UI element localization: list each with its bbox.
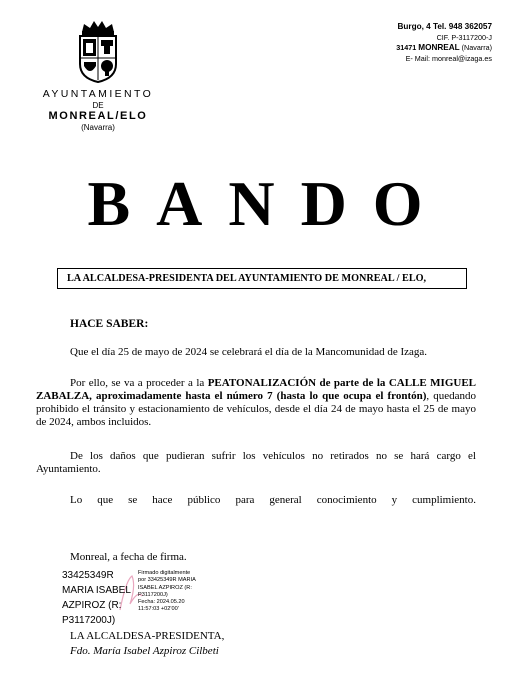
signer-role: LA ALCALDESA-PRESIDENTA, <box>70 630 225 642</box>
contact-town-line <box>396 43 492 54</box>
org-name-line2: MONREAL/ELO <box>48 110 148 122</box>
paragraph-3: De los daños que pudieran sufrir los vehículos no retirados no se hará cargo el Ayuntamiento. <box>36 450 476 475</box>
org-region: (Navarra) <box>81 123 115 132</box>
document-title: BANDO <box>87 168 449 239</box>
digital-signature-details <box>138 570 238 614</box>
signature-id-line: 33425349R <box>62 570 114 581</box>
signature-id-line: P3117200J) <box>62 615 116 626</box>
org-name-line1: AYUNTAMIENTO <box>42 88 154 100</box>
signature-detail-line: Fecha: 2024.05.20 <box>138 599 185 606</box>
contact-address: Burgo, 4 Tel. 948 362057 <box>397 22 492 31</box>
contact-postcode: 31471 <box>396 43 417 53</box>
paragraph-2 <box>36 377 476 429</box>
paragraph-1: Que el día 25 de mayo de 2024 se celebrará el día de la Mancomunidad de Izaga. <box>70 346 428 358</box>
contact-cif: CIF. P-3117200-J <box>436 32 492 42</box>
signature-id-line: MARIA ISABEL <box>62 585 131 596</box>
paragraph-2-tail: , quedando prohibido el tránsito y estacionamiento de vehículos, desde el día 24 de mayo hasta el 25 de mayo de 2024, ambos incluidos. <box>36 390 476 428</box>
paragraph-4: Lo que se hace público para general conocimiento y cumplimiento. <box>70 494 476 506</box>
signature-detail-line: 11:57:03 +02'00' <box>138 606 179 613</box>
paragraph-2-bold: PEATONALIZACIÓN de parte de la CALLE MIGUEL ZABALZA, aproximadamente hasta el número 7 (hasta lo que ocupa el frontón) <box>36 377 476 402</box>
contact-town: MONREAL <box>418 43 460 53</box>
contact-block <box>396 22 492 64</box>
hace-saber: HACE SABER: <box>70 318 149 330</box>
signature-detail-line: P3117200J) <box>138 591 168 598</box>
boxed-heading: LA ALCALDESA-PRESIDENTA DEL AYUNTAMIENTO DE MONREAL / ELO, <box>57 268 467 289</box>
signature-detail-line: por 33425349R MARIA <box>138 577 196 584</box>
paragraph-2-lead: Por ello, se va a proceder a la <box>70 377 208 389</box>
signer-name: Fdo. María Isabel Azpiroz Cilbeti <box>70 645 219 657</box>
coat-of-arms-icon <box>76 18 120 84</box>
contact-email: E- Mail: monreal@izaga.es <box>405 53 492 63</box>
place-date: Monreal, a fecha de firma. <box>70 551 187 563</box>
digital-signature-id <box>62 568 140 628</box>
signature-detail-line: ISABEL AZPIROZ (R: <box>138 584 192 591</box>
contact-region: (Navarra) <box>461 43 492 53</box>
org-name-de: DE <box>92 101 104 110</box>
signature-detail-line: Firmado digitalmente <box>138 570 191 576</box>
signature-id-line: AZPIROZ (R: <box>62 600 122 611</box>
